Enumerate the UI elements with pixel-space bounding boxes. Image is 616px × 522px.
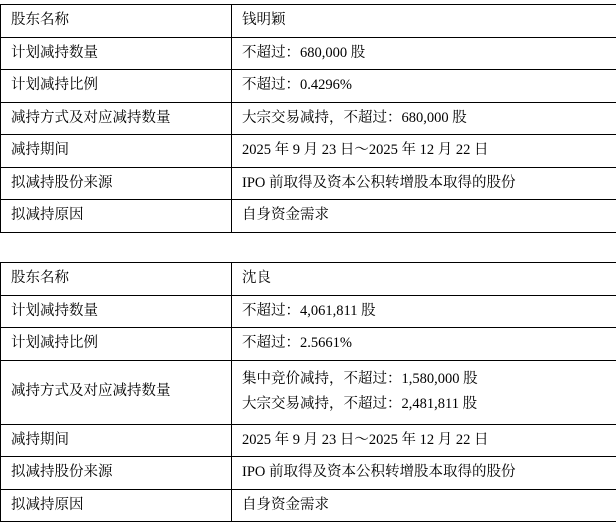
row-value: 钱明颖 <box>232 5 616 38</box>
row-label: 减持期间 <box>1 424 232 457</box>
row-label: 股东名称 <box>1 262 232 295</box>
table-row <box>1 135 616 168</box>
row-label: 拟减持股份来源 <box>1 167 232 200</box>
row-label: 拟减持原因 <box>1 489 232 522</box>
row-value-line: 集中竞价减持，不超过：1,580,000 股 <box>242 367 608 393</box>
table-row <box>1 102 616 135</box>
row-value: 不超过：4,061,811 股 <box>232 295 616 328</box>
table-row <box>1 489 616 522</box>
table-row <box>1 37 616 70</box>
row-value: IPO 前取得及资本公积转增股本取得的股份 <box>232 457 616 490</box>
row-label: 拟减持股份来源 <box>1 457 232 490</box>
table-row <box>1 360 616 424</box>
table-row <box>1 200 616 233</box>
row-value: 2025 年 9 月 23 日～2025 年 12 月 22 日 <box>232 135 616 168</box>
row-label: 计划减持比例 <box>1 70 232 103</box>
table-row <box>1 295 616 328</box>
row-value: 沈良 <box>232 262 616 295</box>
row-value: 不超过：680,000 股 <box>232 37 616 70</box>
shareholder-reduction-table-2 <box>0 262 616 522</box>
row-value <box>232 360 616 424</box>
row-label: 计划减持数量 <box>1 37 232 70</box>
row-label: 计划减持比例 <box>1 328 232 361</box>
row-label: 计划减持数量 <box>1 295 232 328</box>
table-row <box>1 262 616 295</box>
table-row <box>1 70 616 103</box>
row-value: 2025 年 9 月 23 日～2025 年 12 月 22 日 <box>232 424 616 457</box>
row-value: 不超过：0.4296% <box>232 70 616 103</box>
row-value: 大宗交易减持，不超过：680,000 股 <box>232 102 616 135</box>
table-row <box>1 167 616 200</box>
row-value: 自身资金需求 <box>232 200 616 233</box>
table-body <box>1 262 616 522</box>
row-value: 自身资金需求 <box>232 489 616 522</box>
row-value: IPO 前取得及资本公积转增股本取得的股份 <box>232 167 616 200</box>
row-value-line: 大宗交易减持，不超过：2,481,811 股 <box>242 392 608 418</box>
shareholder-reduction-table-1 <box>0 4 616 233</box>
table-spacer <box>0 233 616 262</box>
table-body <box>1 5 616 233</box>
row-label: 减持方式及对应减持数量 <box>1 360 232 424</box>
row-label: 减持方式及对应减持数量 <box>1 102 232 135</box>
table-row <box>1 328 616 361</box>
row-label: 拟减持原因 <box>1 200 232 233</box>
table-row <box>1 424 616 457</box>
row-value: 不超过：2.5661% <box>232 328 616 361</box>
table-row <box>1 5 616 38</box>
row-label: 股东名称 <box>1 5 232 38</box>
table-row <box>1 457 616 490</box>
row-label: 减持期间 <box>1 135 232 168</box>
